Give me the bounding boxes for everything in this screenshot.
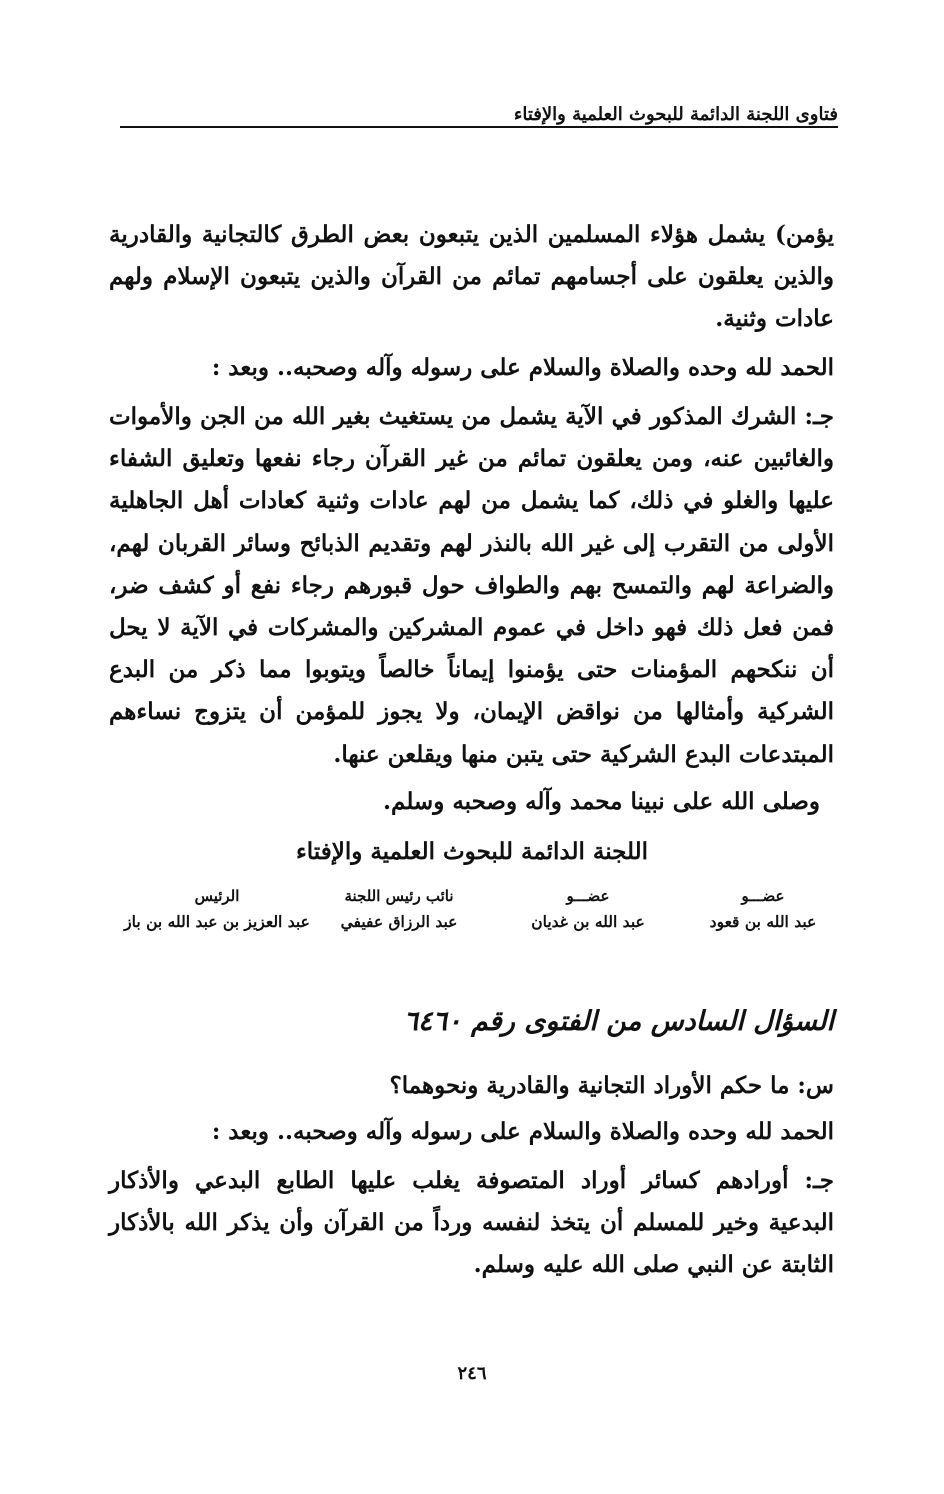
answer-1: جـ: الشرك المذكور في الآية يشمل من يستغيث بغير الله من الجن والأموات والغائبين عنه، ومن يعلقون تمائم من غير القرآن رجاء نفعها وتعليق الشفاء عليها والغلو في ذلك، كما يشمل من لهم عادات وثنية كعادات أهل الجاهلية الأولى من التقرب إلى غير الله بالنذر لهم وتقديم الذبائح وسائر القربان لهم، والضراعة لهم والتمسح بهم والطواف حول قبورهم رجاء نفع أو كشف ضر، فمن فعل ذلك فهو داخل في عموم المشركين والمشركات في الآية لا يحل أن ننكحهم المؤمنات حتى يؤمنوا إيماناً خالصاً ويتوبوا مما ذكر من البدع الشركية وأمثالها من نواقض الإيمان، ولا يجوز للمؤمن أن يتزوج نساءهم المبتدعات البدع الشركية حتى يتبن منها ويقلعن عنها. xyxy=(109,403,835,768)
signatory-3 xyxy=(324,884,474,936)
section-question: س: ما حكم الأوراد التجانية والقادرية ونحوهما؟ xyxy=(389,1072,834,1099)
signatory-role: عضـــو xyxy=(741,887,785,905)
section-title: السؤال السادس من الفتوى رقم ٦٤٦٠ xyxy=(403,1006,834,1037)
signatory-role: عضـــو xyxy=(566,887,610,905)
running-title: فتاوى اللجنة الدائمة للبحوث العلمية والإفتاء xyxy=(510,104,838,125)
salutation-1: الحمد لله وحده والصلاة والسلام على رسوله وآله وصحبه.. وبعد : xyxy=(211,354,834,381)
signatory-role: الرئيس xyxy=(194,887,240,905)
signatory-name: عبد الرزاق عفيفي xyxy=(340,912,458,931)
header-rule xyxy=(120,126,838,128)
question-continuation: يؤمن) يشمل هؤلاء المسلمين الذين يتبعون بعض الطرق كالتجانية والقادرية والذين يعلقون على أجسامهم تمائم من القرآن والذين يتبعون الإسلام ولهم عادات وثنية. xyxy=(109,221,834,333)
section-answer: جـ: أورادهم كسائر أوراد المتصوفة يغلب عليها الطابع البدعي والأذكار البدعية وخير للمسلم أن يتخذ لنفسه ورداً من القرآن وأن يذكر الله بالأذكار الثابتة عن النبي صلى الله عليه وسلم. xyxy=(109,1167,834,1279)
closing-prayer: وصلى الله على نبينا محمد وآله وصحبه وسلم. xyxy=(383,788,820,815)
running-header xyxy=(120,104,838,138)
section-salutation: الحمد لله وحده والصلاة والسلام على رسوله وآله وصحبه.. وبعد : xyxy=(211,1118,834,1145)
signatory-2 xyxy=(518,884,658,936)
signatory-name: عبد الله بن قعود xyxy=(709,912,817,931)
signatory-role: نائب رئيس اللجنة xyxy=(344,887,454,905)
signatory-1 xyxy=(698,884,828,936)
signatories-block xyxy=(116,884,828,944)
signatory-name: عبد الله بن غديان xyxy=(531,912,645,931)
page-number: ٢٤٦ xyxy=(457,1363,487,1384)
committee-name: اللجنة الدائمة للبحوث العلمية والإفتاء xyxy=(295,838,649,865)
signatory-4 xyxy=(116,884,318,936)
signatory-name: عبد العزيز بن عبد الله بن باز xyxy=(124,912,310,931)
